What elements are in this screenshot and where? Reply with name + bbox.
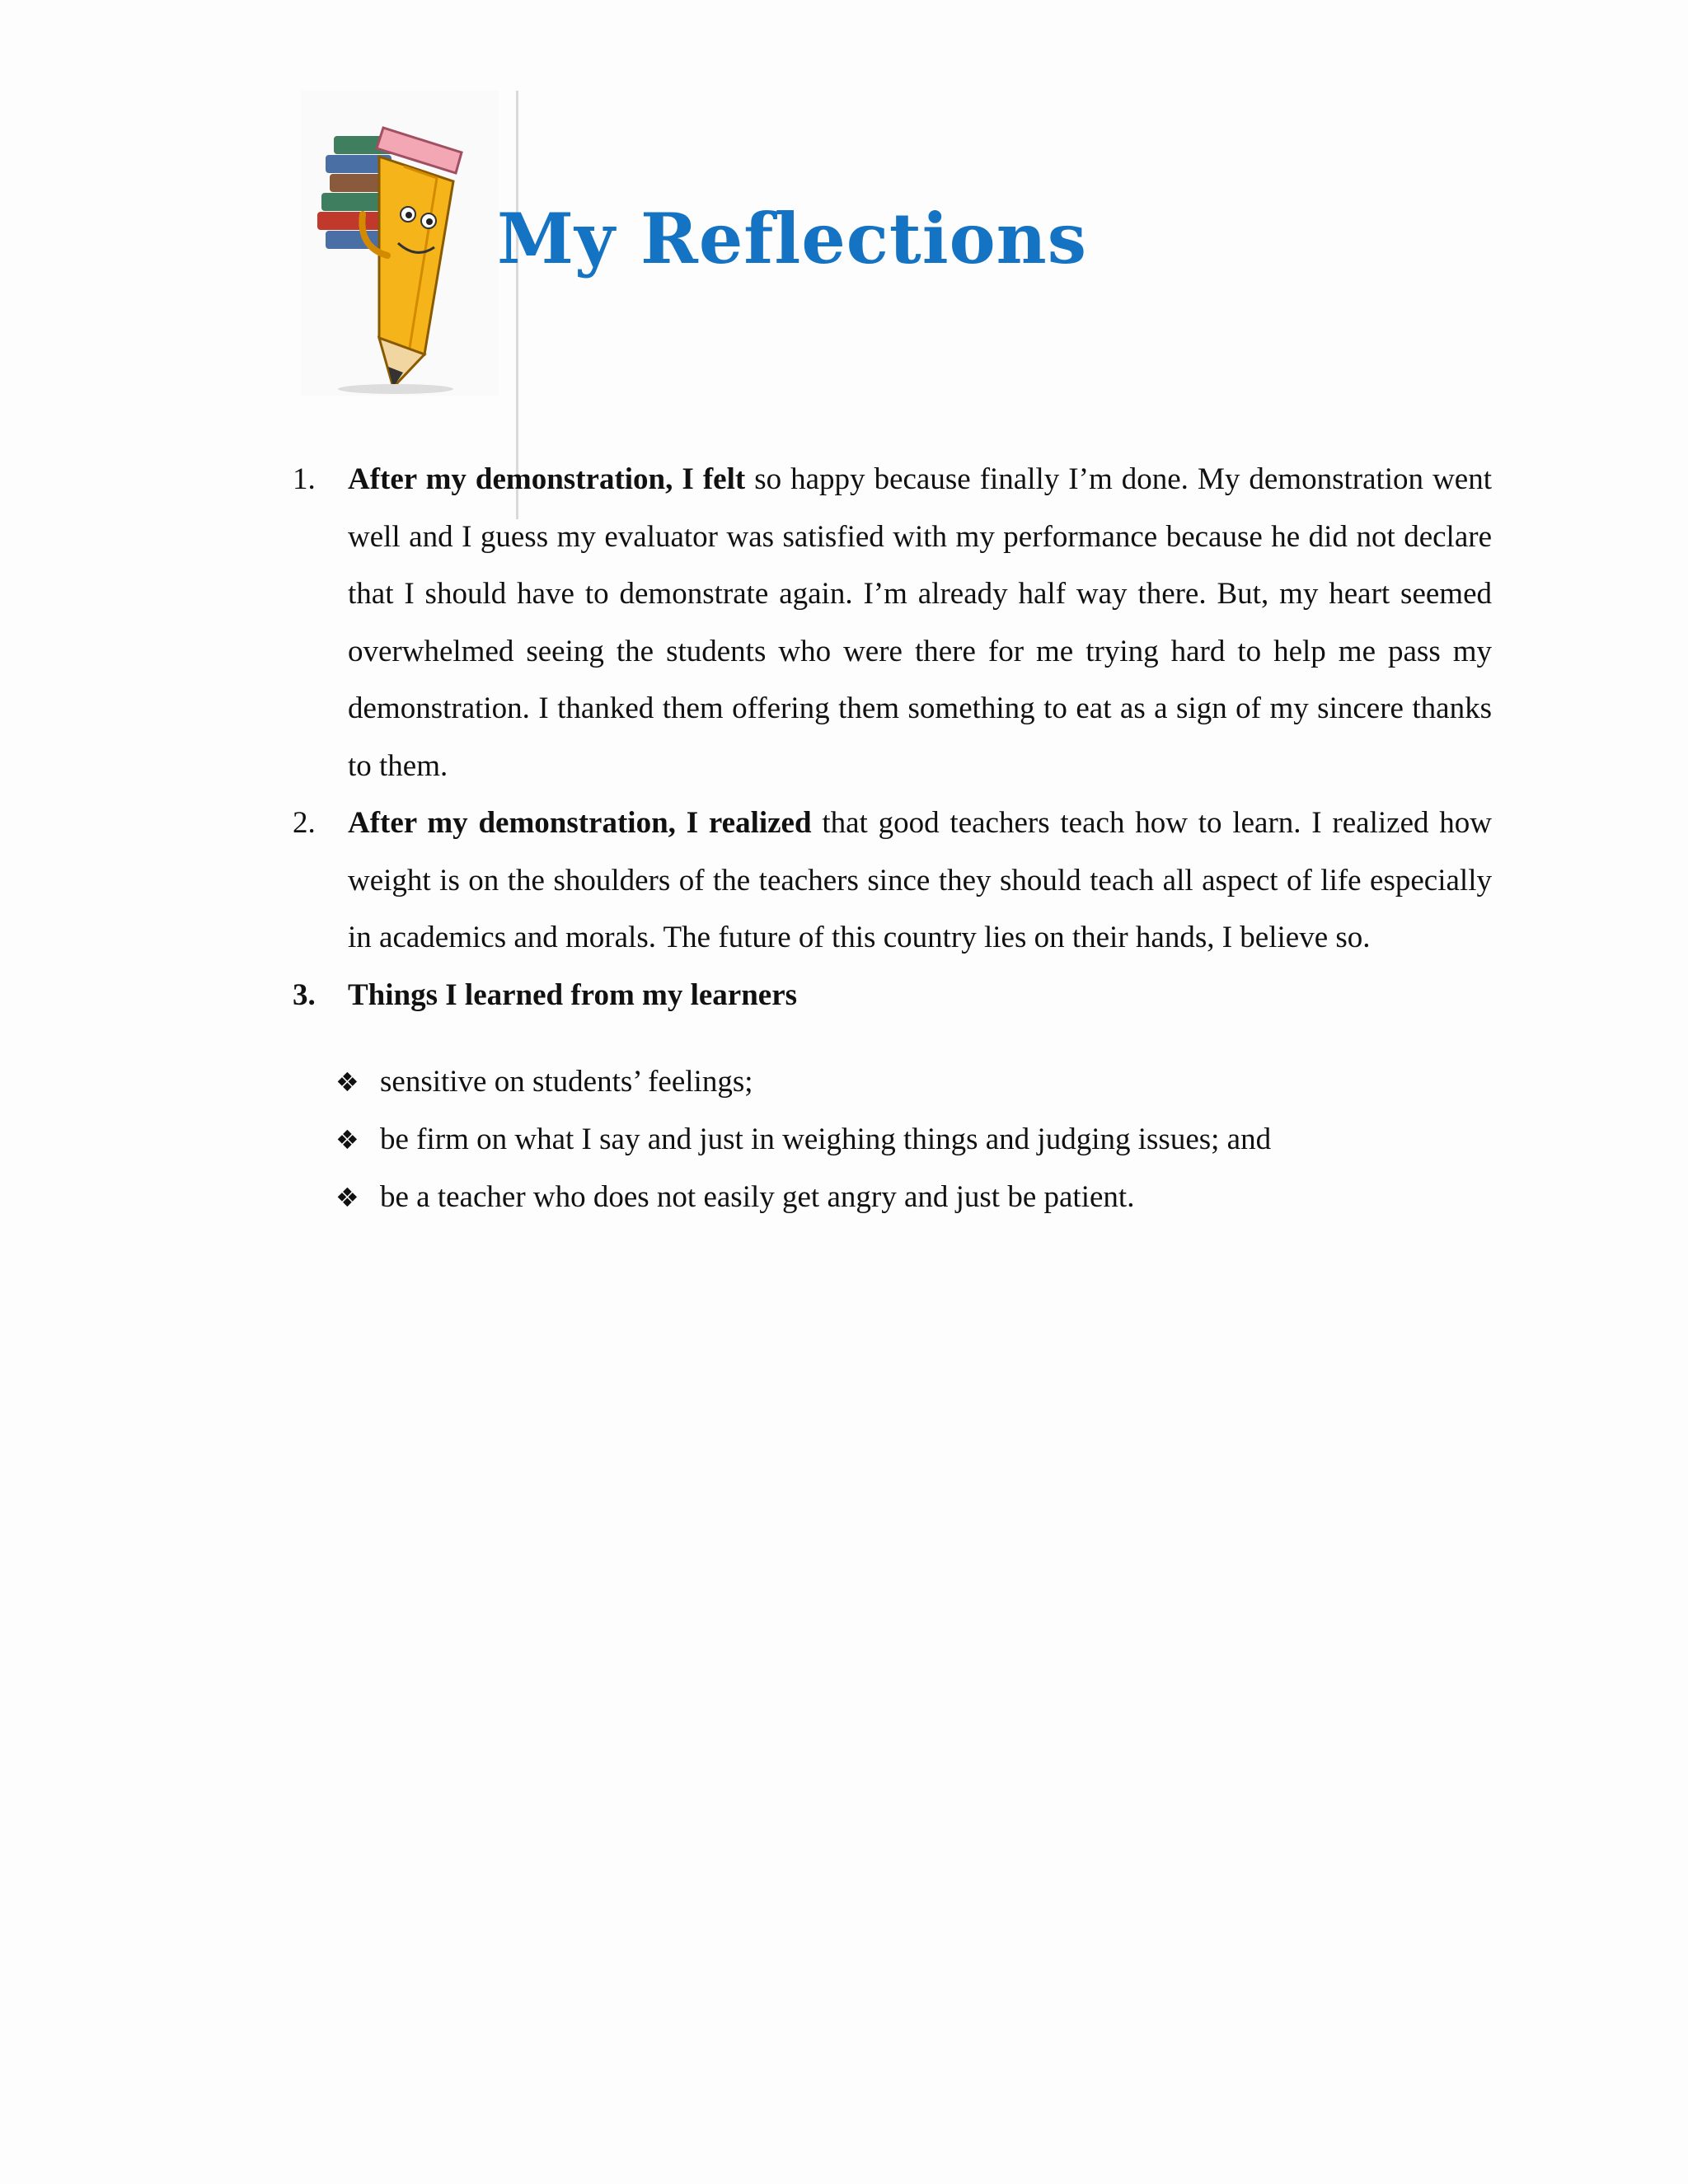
list-item <box>335 1111 1492 1169</box>
reflections-content <box>293 451 1492 1226</box>
list-item <box>335 1053 1492 1111</box>
reflection-item <box>293 794 1492 967</box>
list-item-text: be a teacher who does not easily get angry and just be patient. <box>380 1180 1135 1214</box>
item-number: 3. <box>293 977 316 1012</box>
item-lead: Things I learned from my learners <box>348 977 798 1012</box>
pencil-with-books-icon <box>301 91 499 396</box>
item-text: so happy because finally I’m done. My demonstration went well and I guess my evaluator was satisfied with my performance because he did not declare that I should have to demonstrate again. I’m already half way there. But, my heart seemed overwhelmed seeing the students who were there for me trying hard to help me pass my demonstration. I thanked them offering them something to eat as a sign of my sincere thanks to them. <box>348 462 1493 783</box>
diamond-bullet-icon: ❖ <box>335 1066 359 1098</box>
page-title: My Reflections <box>497 198 1088 279</box>
list-item-text: be firm on what I say and just in weighing things and judging issues; and <box>380 1122 1272 1156</box>
diamond-bullet-icon: ❖ <box>335 1124 359 1155</box>
item-text: that good teachers teach how to learn. I realized how weight is on the shoulders of the teachers since they should teach all aspect of life especially in academics and morals. The future of this country lies on their hands, I believe so. <box>348 806 1493 954</box>
item-lead: After my demonstration, I realized <box>348 806 812 840</box>
reflection-item <box>293 967 1492 1024</box>
list-item <box>335 1169 1492 1226</box>
item-number: 2. <box>293 806 316 840</box>
item-number: 1. <box>293 462 316 496</box>
list-item-text: sensitive on students’ feelings; <box>380 1065 753 1099</box>
reflection-item <box>293 451 1492 794</box>
learnings-list <box>293 1053 1492 1226</box>
diamond-bullet-icon: ❖ <box>335 1182 359 1213</box>
item-lead: After my demonstration, I felt <box>348 462 746 496</box>
